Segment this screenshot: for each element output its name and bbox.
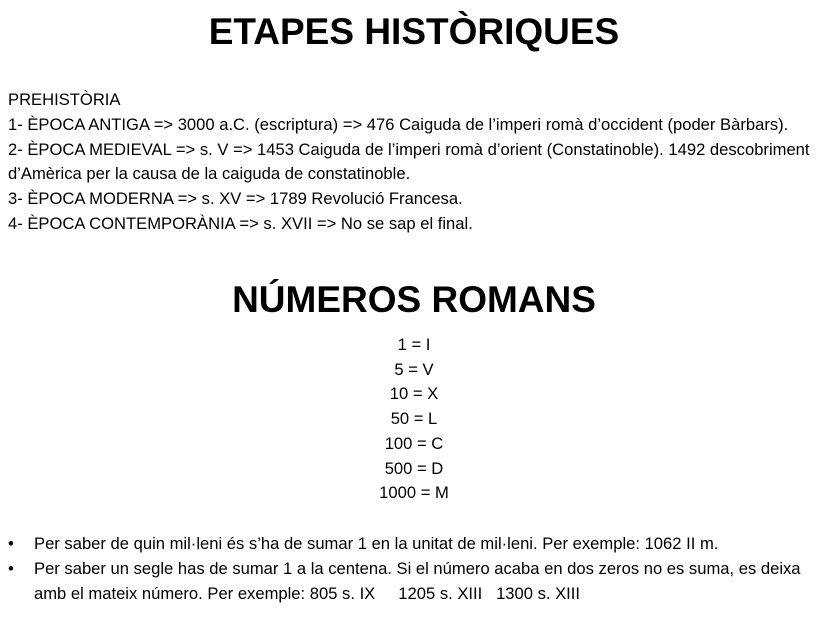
roman-numeral-10: 10 = X (389, 384, 439, 404)
note-segle-text: Per saber un segle has de sumar 1 a la centena. Si el número acaba en dos zeros no es suma, es deixa amb el mateix número. Per exemple: 805 s. IX 1205 s. XIII 1300 s. XIII (34, 558, 801, 603)
note-segle (0, 557, 828, 607)
bullet-icon: • (8, 558, 14, 578)
etapa-antiga: 1- ÈPOCA ANTIGA => 3000 a.C. (escriptura) => 476 Caiguda de l’imperi romà d’occident (poder Bàrbars). (8, 114, 789, 134)
notes-list (0, 532, 828, 606)
roman-numerals-list (0, 333, 828, 506)
roman-numeral-5: 5 = V (394, 359, 434, 379)
title-etapes-historiques: ETAPES HISTÒRIQUES (208, 11, 620, 52)
roman-numeral-1: 1 = I (397, 335, 431, 354)
note-mil-leni (0, 532, 828, 557)
bullet-icon: • (8, 534, 14, 553)
note-mil-leni-text: Per saber de quin mil·leni és s’ha de sumar 1 en la unitat de mil·leni. Per exemple: 1062 II m. (34, 534, 719, 553)
etapes-list (8, 88, 820, 237)
etapa-moderna: 3- ÈPOCA MODERNA => s. XV => 1789 Revolució Francesa. (8, 189, 463, 209)
etapa-medieval: 2- ÈPOCA MEDIEVAL => s. V => 1453 Caiguda de l’imperi romà d’orient (Constatinoble). 1492 descobriment d’Amèrica per la causa de la caiguda de constatinoble. (8, 139, 810, 184)
etapa-contemporania: 4- ÈPOCA CONTEMPORÀNIA => s. XVII => No se sap el final. (8, 213, 473, 233)
etapa-prehistoria: PREHISTÒRIA (8, 90, 121, 109)
roman-numeral-50: 50 = L (390, 409, 438, 429)
roman-numeral-100: 100 = C (384, 433, 444, 453)
title-numeros-romans: NÚMEROS ROMANS (232, 279, 596, 320)
roman-numeral-1000: 1000 = M (379, 483, 449, 503)
roman-numeral-500: 500 = D (384, 458, 444, 478)
